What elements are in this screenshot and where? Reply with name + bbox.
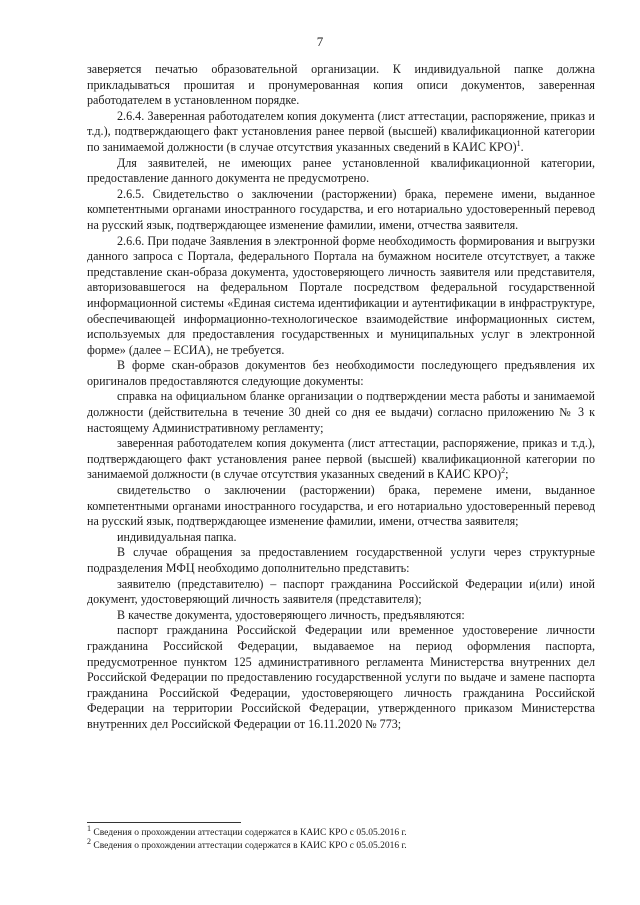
paragraph-2-6-6: 2.6.6. При подаче Заявления в электронной форме необходимость формирования и выгрузки данного запроса с Портала, федерального Портала на бумажном носителе отсутствует, а также представление скан-образа документа, удостоверяющего личность заявителя или представителя, авторизовавшегося на федеральном Портале посредством федеральной государственной информационной системы «Единая система идентификации и аутентификации в инфраструктуре, обеспечивающей информационно-технологическое взаимодействие информационных систем, используемых для предоставления государственных и муниципальных услуг в электронной форме» (далее – ЕСИА), не требуется.	[87, 233, 595, 357]
paragraph-0: заверяется печатью образовательной организации. К индивидуальной папке должна прикладываться прошитая и пронумерованная копия описи документов, заверенная работодателем в установленном порядке.	[87, 62, 595, 108]
page-number: 7	[316, 34, 324, 49]
footnote-ref-2: 2	[501, 466, 506, 476]
list-item-certified-copy: заверенная работодателем копия документа (лист аттестации, распоряжение, приказ и т.д.), подтверждающего факт установления ранее первой (высшей) квалификационной категории по занимаемой должности (в случае отсутствия указанных сведений в КАИС КРО)$^2$;	[87, 436, 595, 482]
paragraph-mfc: В случае обращения за предоставлением государственной услуги через структурные подразделения МФЦ необходимо дополнительно представить:	[87, 545, 595, 575]
paragraph-2-6-5: 2.6.5. Свидетельство о заключении (расторжении) брака, перемене имени, выданное компетентными органами иностранного государства, и его нотариально удостоверенный перевод на русский язык, подтверждающее изменение фамилии, имени, отчества заявителя.	[87, 186, 595, 232]
paragraph-scan-intro: В форме скан-образов документов без необходимости последующего предъявления их оригиналов предоставляются следующие документы:	[87, 358, 595, 388]
paragraph-identity-docs: паспорт гражданина Российской Федерации или временное удостоверение личности гражданина Российской Федерации, выдаваемое на период оформления паспорта, предусмотренное пунктом 125 административного регламента Министерства внутренних дел Российской Федерации по предоставлению государственной услуги по выдаче и замене паспорта гражданина Российской Федерации, удостоверяющего личность гражданина Российской Федерации на территории Российской Федерации, утвержденного приказом Министерства внутренних дел Российской Федерации от 16.11.2020 № 773;	[87, 623, 595, 731]
paragraph-identity-intro: В качестве документа, удостоверяющего личность, предъявляются:	[117, 607, 465, 622]
list-item-passport: заявителю (представителю) – паспорт гражданина Российской Федерации и(или) иной документ, удостоверяющий личность заявителя (представителя);	[87, 576, 595, 607]
list-item-folder: индивидуальная папка.	[117, 529, 237, 544]
footnote-divider	[87, 822, 241, 823]
list-item-certificate: справка на официальном бланке организации о подтверждении места работы и занимаемой должности (действительна в течение 30 дней со дня ее выдачи) согласно приложению № 3 к настоящему Административному регламенту;	[87, 389, 595, 435]
footnote-ref-1: 1	[516, 138, 521, 148]
footnote-1: $^1$ Сведения о прохождении аттестации содержатся в КАИС КРО с 05.05.2016 г.	[87, 823, 407, 838]
list-item-marriage-certificate: свидетельство о заключении (расторжении) брака, перемене имени, выданное компетентными органами иностранного государства, и его нотариально удостоверенный перевод на русский язык, подтверждающее изменение фамилии, имени, отчества заявителя;	[87, 483, 595, 529]
document-body	[87, 62, 595, 733]
footnotes	[87, 823, 595, 852]
footnote-2: $^2$ Сведения о прохождении аттестации содержатся в КАИС КРО с 05.05.2016 г.	[87, 836, 407, 851]
paragraph-no-category: Для заявителей, не имеющих ранее установленной квалификационной категории, предоставление данного документа не предусмотрено.	[87, 155, 595, 186]
paragraph-2-6-4: 2.6.4. Заверенная работодателем копия документа (лист аттестации, распоряжение, приказ и т.д.), подтверждающего факт установления ранее первой (высшей) квалификационной категории по занимаемой должности (в случае отсутствия указанных сведений в КАИС КРО)$^1$.	[87, 108, 595, 154]
